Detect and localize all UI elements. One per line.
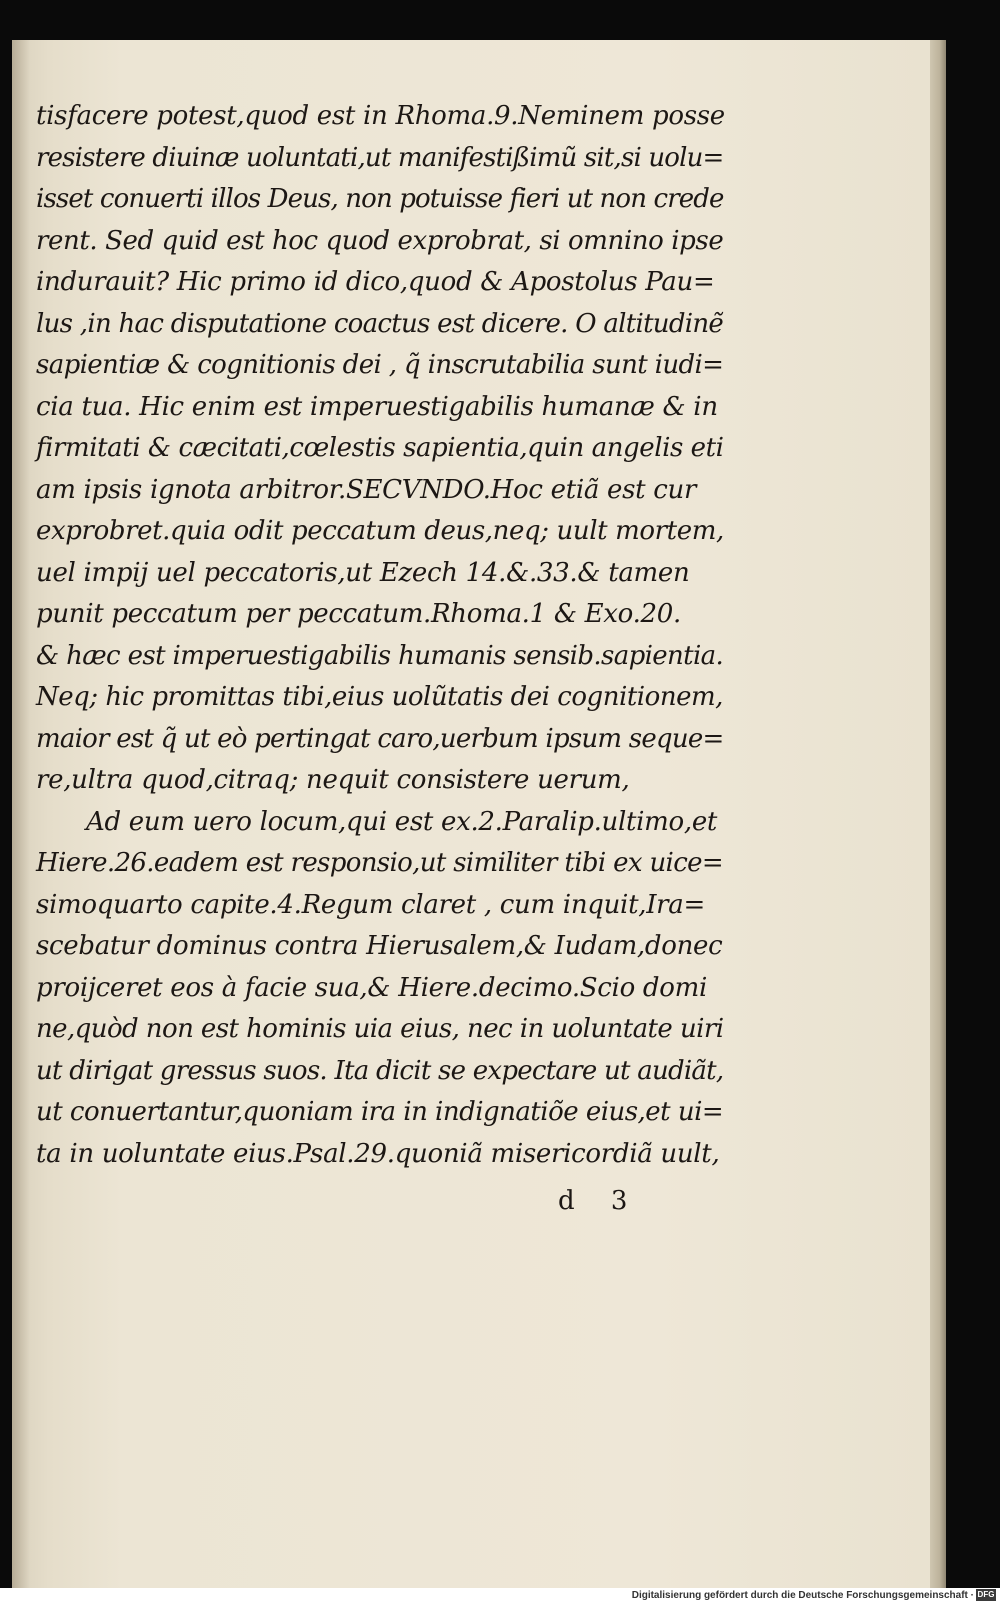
text-line: resistere diuinæ uoluntati,ut manifestißimũ sit,si uolu= xyxy=(36,142,724,173)
gutter-shadow xyxy=(12,40,30,1588)
paragraph-start-line: Ad eum uero locum,qui est ex.2.Paralip.ultimo,et xyxy=(86,806,718,837)
text-line: rent. Sed quid est hoc quod exprobrat, si omnino ipse xyxy=(36,225,724,256)
text-line: ut conuertantur,quoniam ira in indignatiõe eius,et ui= xyxy=(36,1097,724,1127)
text-line: isset conuerti illos Deus, non potuisse fieri ut non crede xyxy=(36,184,724,214)
text-line: ut dirigat gressus suos. Ita dicit se expectare ut audiãt, xyxy=(36,1055,724,1086)
page-text xyxy=(36,96,726,1175)
book-page xyxy=(12,40,930,1588)
text-line: simoquarto capite.4.Regum claret , cum inquit,Ira= xyxy=(36,889,705,920)
text-line: re,ultra quod,citraq; nequit consistere uerum, xyxy=(36,765,630,795)
text-line: ne,quòd non est hominis uia eius, nec in uoluntate uiri xyxy=(36,1014,724,1044)
dfg-logo: DFG xyxy=(977,1590,995,1599)
text-line: uel impij uel peccatoris,ut Ezech 14.&.33.& tamen xyxy=(36,557,690,588)
text-line: lus ,in hac disputatione coactus est dicere. O altitudinẽ xyxy=(36,308,724,339)
footer-credit: Digitalisierung gefördert durch die Deutsche Forschungsgemeinschaft · xyxy=(631,1590,974,1601)
text-line: indurauit? Hic primo id dico,quod & Apostolus Pau= xyxy=(36,267,715,297)
text-line: exprobret.quia odit peccatum deus,neq; uult mortem, xyxy=(36,516,724,546)
text-line: cia tua. Hic enim est imperuestigabilis humanæ & in xyxy=(36,391,718,422)
text-line: maior est q̃ ut eò pertingat caro,uerbum ipsum seque= xyxy=(36,723,724,754)
text-line: & hæc est imperuestigabilis humanis sensib.sapientia. xyxy=(36,640,724,671)
text-line: tisfacere potest,quod est in Rhoma.9.Neminem posse xyxy=(36,101,725,131)
page-edge xyxy=(930,40,946,1588)
text-line: Neq; hic promittas tibi,eius uolũtatis dei cognitionem, xyxy=(36,682,723,712)
signature-mark: d 3 xyxy=(558,1186,642,1216)
text-line: scebatur dominus contra Hierusalem,& Iudam,donec xyxy=(36,931,723,961)
text-line: proijceret eos à facie sua,& Hiere.decimo.Scio domi xyxy=(36,972,707,1003)
text-line: firmitati & cæcitati,cœlestis sapientia,quin angelis eti xyxy=(36,433,724,463)
text-line: punit peccatum per peccatum.Rhoma.1 & Exo.20. xyxy=(36,599,681,629)
text-line: ta in uoluntate eius.Psal.29.quoniã misericordiã uult, xyxy=(36,1138,720,1169)
text-line: am ipsis ignota arbitror.SECVNDO.Hoc etiã est cur xyxy=(36,474,697,505)
text-line: sapientiæ & cognitionis dei , q̃ inscrutabilia sunt iudi= xyxy=(36,350,724,380)
text-line: Hiere.26.eadem est responsio,ut similiter tibi ex uice= xyxy=(36,848,723,878)
